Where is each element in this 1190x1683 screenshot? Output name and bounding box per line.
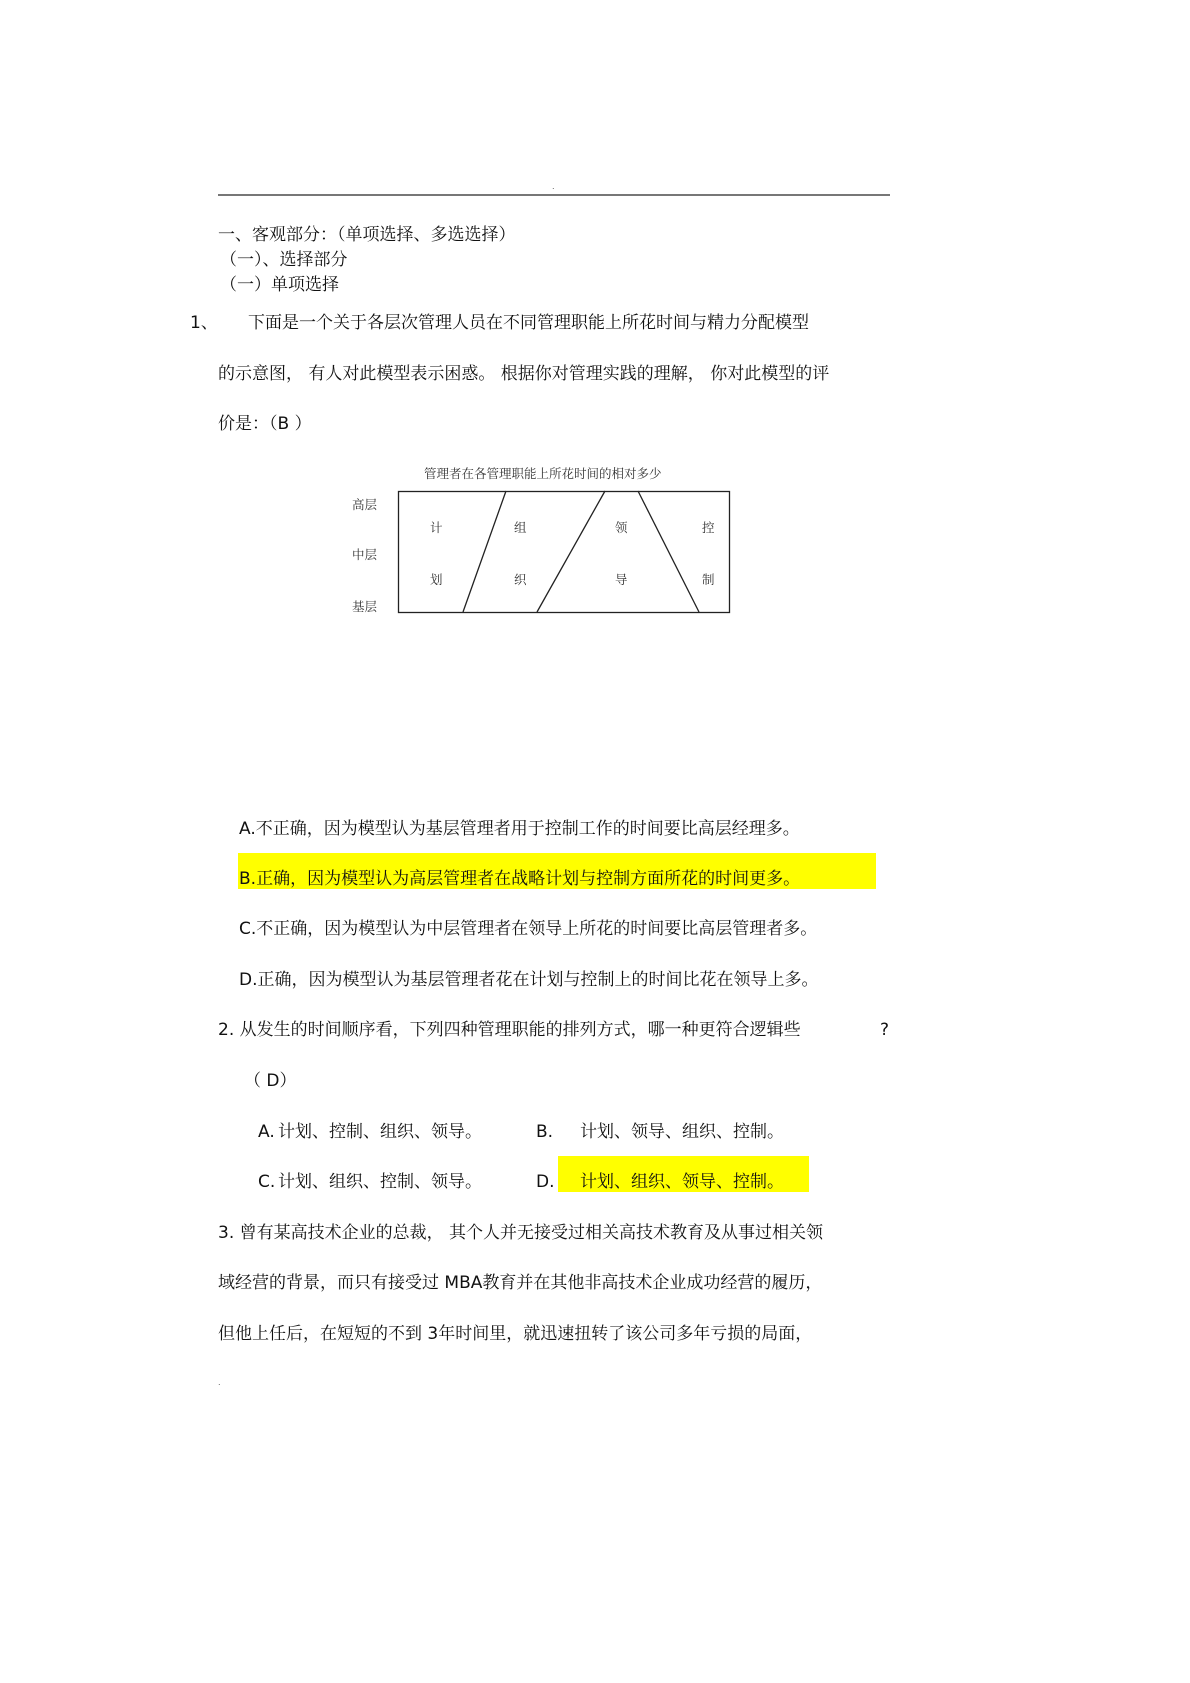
- q1-option-b: B.正确，因为模型认为高层管理者在战略计划与控制方面所花的时间更多。: [239, 869, 801, 889]
- subsection-heading-single: （一）单项选择: [220, 275, 339, 295]
- q2-option-a-label: A.: [258, 1122, 275, 1142]
- footer-dot: .: [218, 1378, 221, 1387]
- diagram-title: 管理者在各管理职能上所花时间的相对多少: [424, 466, 662, 481]
- q2-answer: （ D）: [244, 1071, 297, 1091]
- q1-option-d: D.正确，因为模型认为基层管理者花在计划与控制上的时间比花在领导上多。: [239, 970, 819, 990]
- q2-text: 2. 从发生的时间顺序看，下列四种管理职能的排列方式，哪一种更符合逻辑些: [218, 1020, 801, 1040]
- q2-option-b: 计划、领导、组织、控制。: [580, 1122, 784, 1142]
- q3-text-line: 3. 曾有某高技术企业的总裁， 其个人并无接受过相关高技术教育及从事过相关领: [218, 1223, 824, 1243]
- q1-number: 1、: [190, 313, 218, 333]
- header-dot: .: [552, 182, 555, 191]
- q2-option-d: 计划、组织、领导、控制。: [580, 1172, 784, 1192]
- function-label: 领: [615, 520, 628, 535]
- q3-text-line: 域经营的背景，而只有接受过 MBA教育并在其他非高技术企业成功经营的履历，: [218, 1273, 823, 1293]
- q3-text-line: 但他上任后，在短短的不到 3年时间里，就迅速扭转了该公司多年亏损的局面，: [218, 1324, 813, 1344]
- function-label: 织: [514, 572, 527, 587]
- function-label: 组: [514, 520, 527, 535]
- q1-text-line: 下面是一个关于各层次管理人员在不同管理职能上所花时间与精力分配模型: [248, 313, 809, 333]
- q2-option-b-label: B.: [536, 1122, 554, 1142]
- level-label: 高层: [352, 497, 378, 512]
- level-label: 基层: [352, 599, 378, 614]
- q2-question-mark: ?: [880, 1020, 890, 1040]
- level-label: 中层: [352, 547, 378, 562]
- section-heading: 一、客观部分：（单项选择、多选选择）: [218, 225, 516, 245]
- function-label: 导: [615, 572, 628, 587]
- q2-option-a: 计划、控制、组织、领导。: [278, 1122, 482, 1142]
- function-label: 制: [702, 572, 715, 587]
- q2-option-c: 计划、组织、控制、领导。: [278, 1172, 482, 1192]
- function-label: 控: [702, 520, 715, 535]
- subsection-heading: （一）、选择部分: [220, 250, 348, 270]
- q1-text-line: 的示意图， 有人对此模型表示困惑。 根据你对管理实践的理解， 你对此模型的评: [218, 364, 830, 384]
- q1-text-line: 价是：（B ）: [218, 414, 312, 434]
- diagram-frame: [0, 0, 1190, 700]
- q1-option-a: A.不正确，因为模型认为基层管理者用于控制工作的时间要比高层经理多。: [239, 819, 800, 839]
- function-label: 计: [430, 520, 443, 535]
- q2-option-c-label: C.: [258, 1172, 276, 1192]
- function-label: 划: [430, 572, 443, 587]
- q2-option-d-label: D.: [536, 1172, 555, 1192]
- q1-option-c: C.不正确，因为模型认为中层管理者在领导上所花的时间要比高层管理者多。: [239, 919, 818, 939]
